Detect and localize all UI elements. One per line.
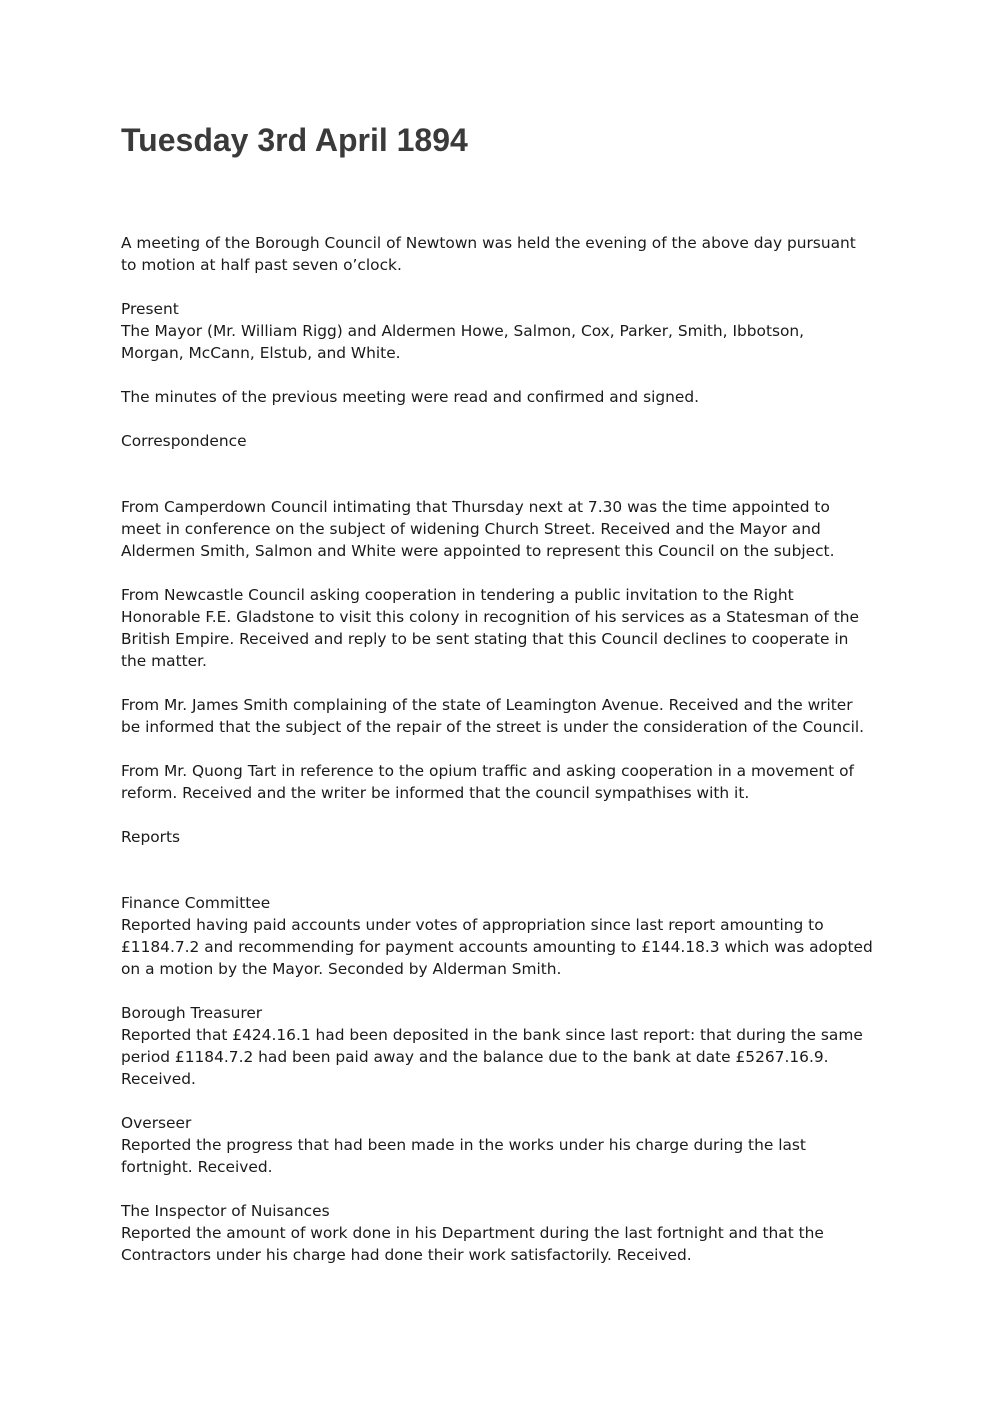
text-line: meet in conference on the subject of widening Church Street. Received and the Mayor and [121,520,821,538]
text-line: Contractors under his charge had done their work satisfactorily. Received. [121,1246,692,1264]
text-line: Reported the amount of work done in his Department during the last fortnight and that the [121,1224,824,1242]
text-line: be informed that the subject of the repair of the street is under the consideration of the Council. [121,718,865,736]
text-line: From Mr. James Smith complaining of the state of Leamington Avenue. Received and the writer [121,696,853,714]
subheading-inspector-of-nuisances: The Inspector of Nuisances [121,1202,330,1220]
text-line: Reported having paid accounts under votes of appropriation since last report amounting to [121,916,824,934]
text-line: period £1184.7.2 had been paid away and the balance due to the bank at date £5267.16.9. [121,1048,829,1066]
text-line: Reported the progress that had been made in the works under his charge during the last [121,1136,806,1154]
paragraph-borough-treasurer [121,1002,891,1090]
paragraph-quong-tart [121,760,891,804]
text-line: The Mayor (Mr. William Rigg) and Aldermen Howe, Salmon, Cox, Parker, Smith, Ibbotson, [121,322,805,340]
minutes-body [121,232,891,1288]
subheading-overseer: Overseer [121,1114,192,1132]
subheading-finance-committee: Finance Committee [121,894,271,912]
paragraph-meeting-intro [121,232,891,276]
text-line: Reported that £424.16.1 had been deposited in the bank since last report: that during the same [121,1026,863,1044]
paragraph-camperdown [121,496,891,562]
text-line: The minutes of the previous meeting were read and confirmed and signed. [121,388,700,406]
text-line: Reports [121,828,181,846]
section-heading-reports [121,826,891,848]
text-line: to motion at half past seven o’clock. [121,256,402,274]
paragraph-james-smith [121,694,891,738]
section-heading-present: Present [121,300,179,318]
text-line: on a motion by the Mayor. Seconded by Alderman Smith. [121,960,562,978]
text-line: the matter. [121,652,207,670]
paragraph-overseer [121,1112,891,1178]
paragraph-newcastle [121,584,891,672]
subheading-borough-treasurer: Borough Treasurer [121,1004,263,1022]
paragraph-finance-committee [121,892,891,980]
text-line: Morgan, McCann, Elstub, and White. [121,344,401,362]
text-line: fortnight. Received. [121,1158,273,1176]
text-line: reform. Received and the writer be informed that the council sympathises with it. [121,784,750,802]
text-line: From Camperdown Council intimating that Thursday next at 7.30 was the time appointed to [121,498,830,516]
text-line: British Empire. Received and reply to be sent stating that this Council declines to cooperate in [121,630,849,648]
paragraph-minutes [121,386,891,408]
text-line: From Newcastle Council asking cooperation in tendering a public invitation to the Right [121,586,794,604]
page-title: Tuesday 3rd April 1894 [121,122,468,158]
text-line: £1184.7.2 and recommending for payment accounts amounting to £144.18.3 which was adopted [121,938,873,956]
text-line: A meeting of the Borough Council of Newtown was held the evening of the above day pursuant [121,234,856,252]
text-line: Correspondence [121,432,247,450]
section-heading-correspondence [121,430,891,452]
paragraph-present [121,298,891,364]
text-line: From Mr. Quong Tart in reference to the opium traffic and asking cooperation in a movement of [121,762,854,780]
text-line: Aldermen Smith, Salmon and White were appointed to represent this Council on the subject. [121,542,835,560]
paragraph-inspector-of-nuisances [121,1200,891,1266]
text-line: Received. [121,1070,196,1088]
text-line: Honorable F.E. Gladstone to visit this colony in recognition of his services as a Statesman of the [121,608,859,626]
